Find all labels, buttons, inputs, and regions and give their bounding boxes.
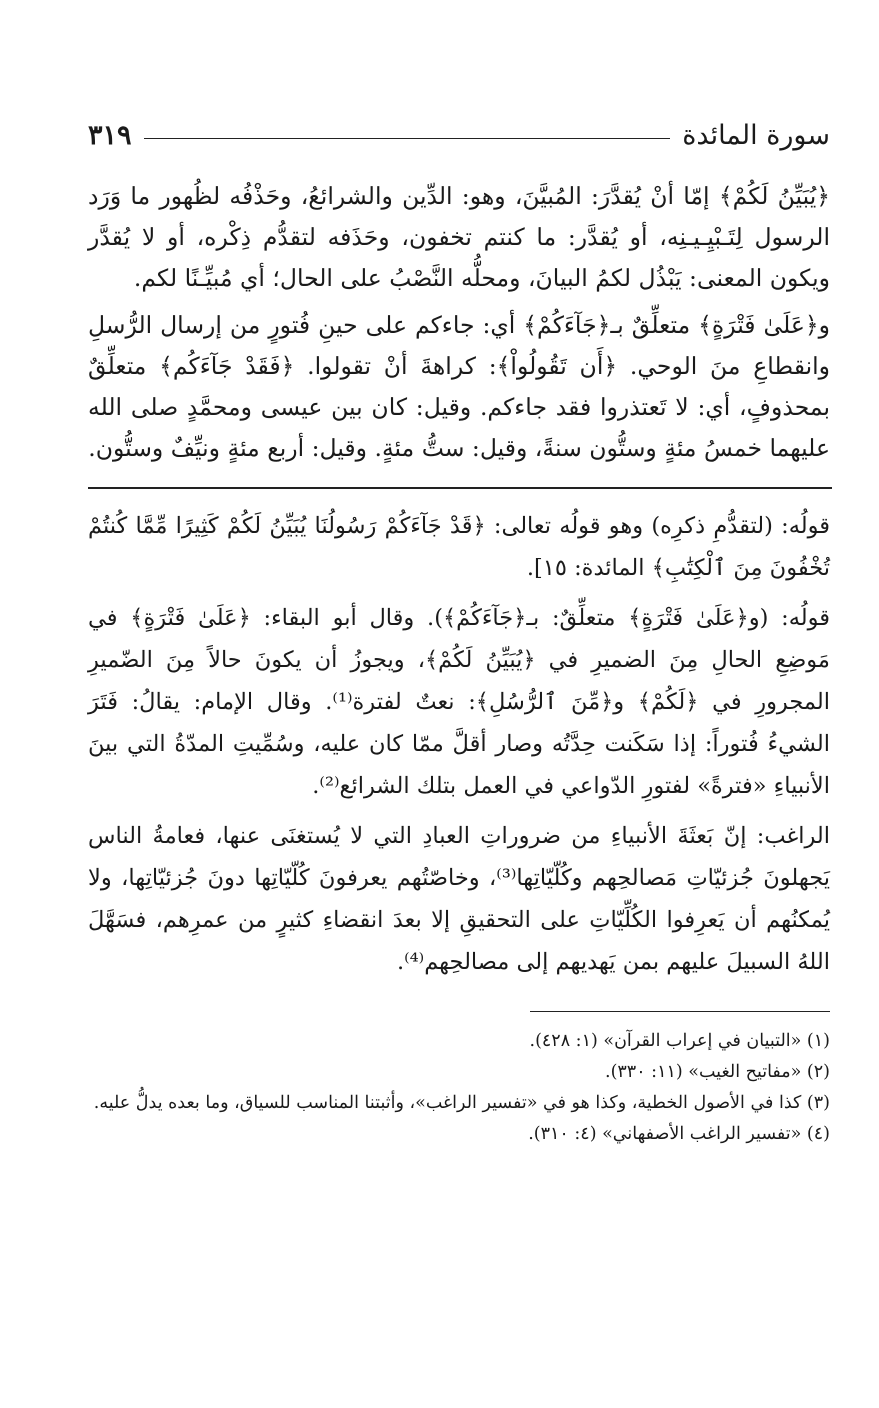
section-divider xyxy=(88,487,832,489)
main-paragraph: و﴿عَلَىٰ فَتْرَةٍ﴾ متعلِّقٌ بـ﴿جَآءَكُمْ﴾ أي: جاءكم على حينِ فُتورٍ من إرسال الرُّسلِ وانقطاعِ منَ الوحي. ﴿أَن تَقُولُواْ﴾: كراهةَ أنْ تقولوا. ﴿فَقَدْ جَآءَكُم﴾ متعلِّقٌ بمحذوفٍ، أي: لا تَعتذروا فقد جاءكم. وقيل: كان بين عيسى ومحمَّدٍ صلى الله عليهما خمسُ مئةٍ وستُّون سنةً، وقيل: ستُّ مئةٍ. وقيل: أربع مئةٍ ونيِّفٌ وستُّون. xyxy=(88,311,830,462)
page-header xyxy=(88,112,830,158)
commentary-paragraph: قولُه: (لتقدُّمِ ذكرِه) وهو قولُه تعالى: ﴿قَدْ جَآءَكُمْ رَسُولُنَا يُبَيِّنُ لَكُمْ كَثِيرًا مِّمَّا كُنتُمْ تُخْفُونَ مِنَ ٱلْكِتَٰبِ﴾ المائدة: ١٥]. xyxy=(88,513,830,581)
commentary-section xyxy=(88,505,830,983)
surah-title: سورة المائدة xyxy=(682,119,830,151)
commentary-paragraph: الراغب: إنّ بَعثَةَ الأنبياءِ من ضروراتِ العبادِ التي لا يُستغنَى عنها، فعامةُ الناس يَجهلونَ جُزئيّاتِ مَصالحِهم وكُلّيّاتِها⁽³⁾، وخاصّتُهم يعرفونَ كُلّيّاتِها دونَ جُزئيّاتِها، ولا يُمكنُهم أن يَعرِفوا الكُلِّيّاتِ على التحقيقِ إلا بعدَ انقضاءِ كثيرٍ من عمرِهم، فسَهَّلَ اللهُ السبيلَ عليهم بمن يَهديهم إلى مصالحِهم⁽⁴⁾. xyxy=(88,823,831,975)
book-page xyxy=(88,112,830,1150)
footnote-rule xyxy=(530,1011,830,1012)
commentary-paragraph: قولُه: (و﴿عَلَىٰ فَتْرَةٍ﴾ متعلِّقٌ: بـ﴿جَآءَكُمْ﴾). وقال أبو البقاء: ﴿عَلَىٰ فَتْرَةٍ﴾ في مَوضِعِ الحالِ مِنَ الضميرِ في ﴿يُبَيِّنُ لَكُمْ﴾، ويجوزُ أن يكونَ حالاً مِنَ الضّميرِ المجرورِ في ﴿لَكُمْ﴾ و﴿مِّنَ ٱلرُّسُلِ﴾: نعتٌ لفترة⁽¹⁾. وقال الإمام: يقالُ: فَتَرَ الشيءُ فُتوراً: إذا سَكَنت حِدَّتُه وصار أقلَّ ممّا كان عليه، وسُمِّيتِ المدّةُ التي بينَ الأنبياءِ «فترةً» لفتورِ الدّواعي في العمل بتلك الشرائع⁽²⁾. xyxy=(88,605,830,799)
main-text xyxy=(88,176,830,469)
header-rule xyxy=(144,138,671,139)
footnotes xyxy=(88,1026,830,1150)
page-number: ٣١٩ xyxy=(88,119,132,151)
main-paragraph: ﴿يُبَيِّنُ لَكُمْ﴾ إمّا أنْ يُقدَّرَ: المُبيَّنَ، وهو: الدِّين والشرائعُ، وحَذْفُه لظُهور ما وَرَد الرسول لِتَـبْيِـيـنِه، أو يُقدَّر: ما كنتم تخفون، وحَذَفه لتقدُّم ذِكْره، أو لا يُقدَّر ويكون المعنى: يَبْذُل لكمُ البيانَ، ومحلُّه النَّصْبُ على الحال؛ أي مُبيِّـنًا لكم. xyxy=(88,182,830,292)
footnote: (١) «التبيان في إعراب القرآن» (١: ٤٢٨). xyxy=(529,1031,830,1051)
footnote: (٣) كذا في الأصول الخطية، وكذا هو في «تفسير الراغب»، وأثبتنا المناسب للسياق، وما بعده يدلُّ عليه. xyxy=(93,1093,830,1113)
footnote: (٢) «مفاتيح الغيب» (١١: ٣٣٠). xyxy=(605,1062,830,1082)
footnote: (٤) «تفسير الراغب الأصفهاني» (٤: ٣١٠). xyxy=(528,1124,830,1144)
